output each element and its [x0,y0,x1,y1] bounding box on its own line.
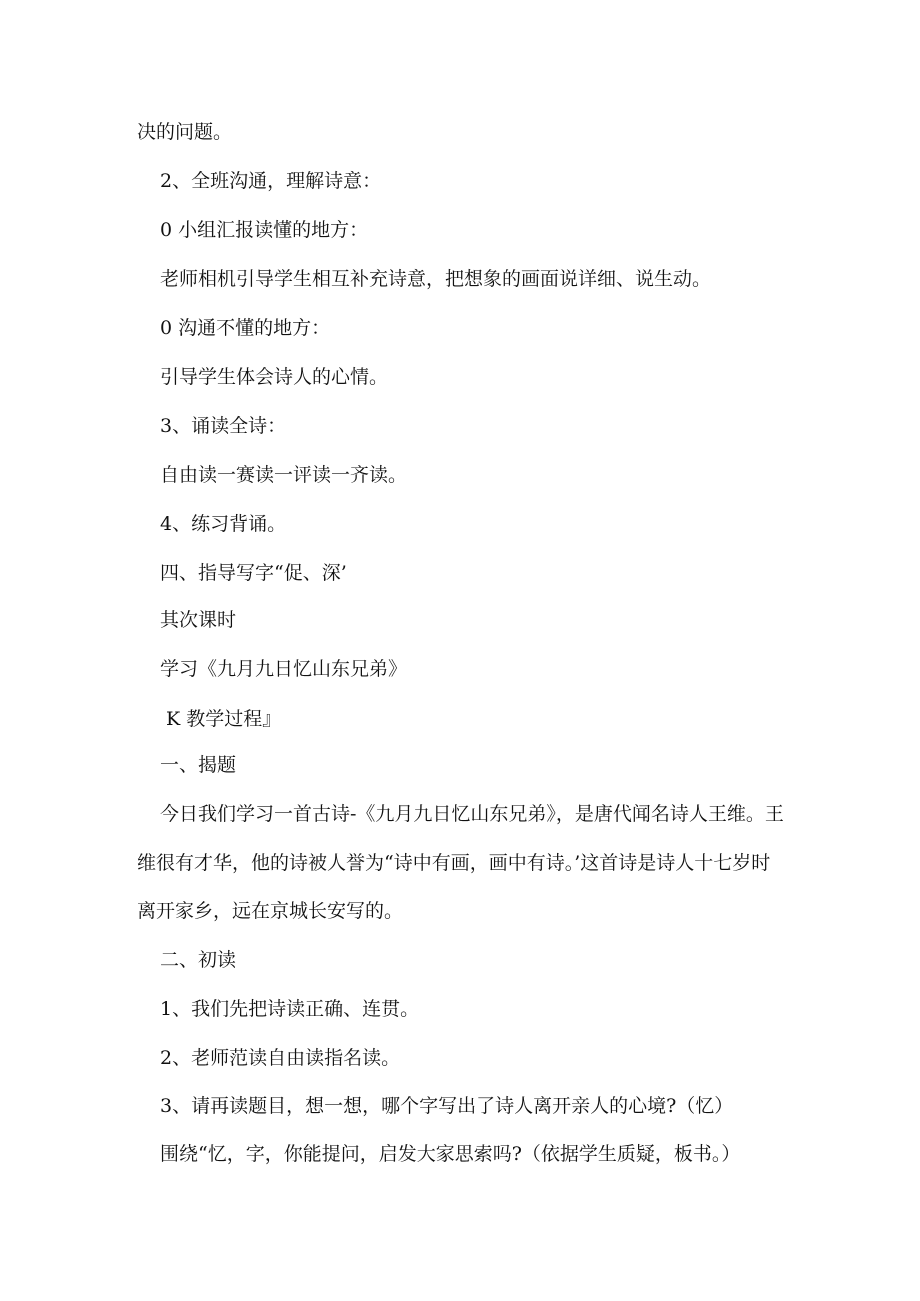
text-line: 3、诵读全诗： [160,415,287,437]
lesson-title: 学习《九月九日忆山东兄弟》 [160,658,408,680]
text-line: 1、我们先把诗读正确、连贯。 [160,998,420,1020]
text-line: 引导学生体会诗人的心情。 [160,366,389,388]
section-heading: 二、初读 [160,949,237,971]
paragraph-line: 今日我们学习一首古诗-《九月九日忆山东兄弟》，是唐代闻名诗人王维。王 [160,803,784,825]
paragraph-line: 离开家乡，远在京城长安写的。 [137,900,404,922]
text-line: 老师相机引导学生相互补充诗意，把想象的画面说详细、说生动。 [160,268,712,290]
section-heading: 一、揭题 [160,754,237,776]
section-heading: 四、指导写字“促、深’ [160,562,347,584]
text-line: 0 小组汇报读懂的地方： [160,219,369,241]
text-line: 决的问题。 [137,121,233,143]
text-line: 2、全班沟通，理解诗意： [160,170,382,192]
text-line: 3、请再读题目，想一想，哪个字写出了诗人离开亲人的心境?（忆） [160,1095,734,1117]
lesson-heading: 其次课时 [160,609,237,631]
text-line: 4、练习背诵。 [160,513,287,535]
text-line: 0 沟通不懂的地方： [160,317,331,339]
process-heading: K 教学过程』 [166,708,282,730]
text-line: 围绕“忆，字，你能提问，启发大家思索吗?（依据学生质疑，板书。） [160,1143,741,1165]
text-line: 2、老师范读自由读指名读。 [160,1047,401,1069]
paragraph-line: 维很有才华，他的诗被人誉为“诗中有画，画中有诗。’这首诗是诗人十七岁时 [137,852,771,874]
text-line: 自由读一赛读一评读一齐读。 [160,464,408,486]
